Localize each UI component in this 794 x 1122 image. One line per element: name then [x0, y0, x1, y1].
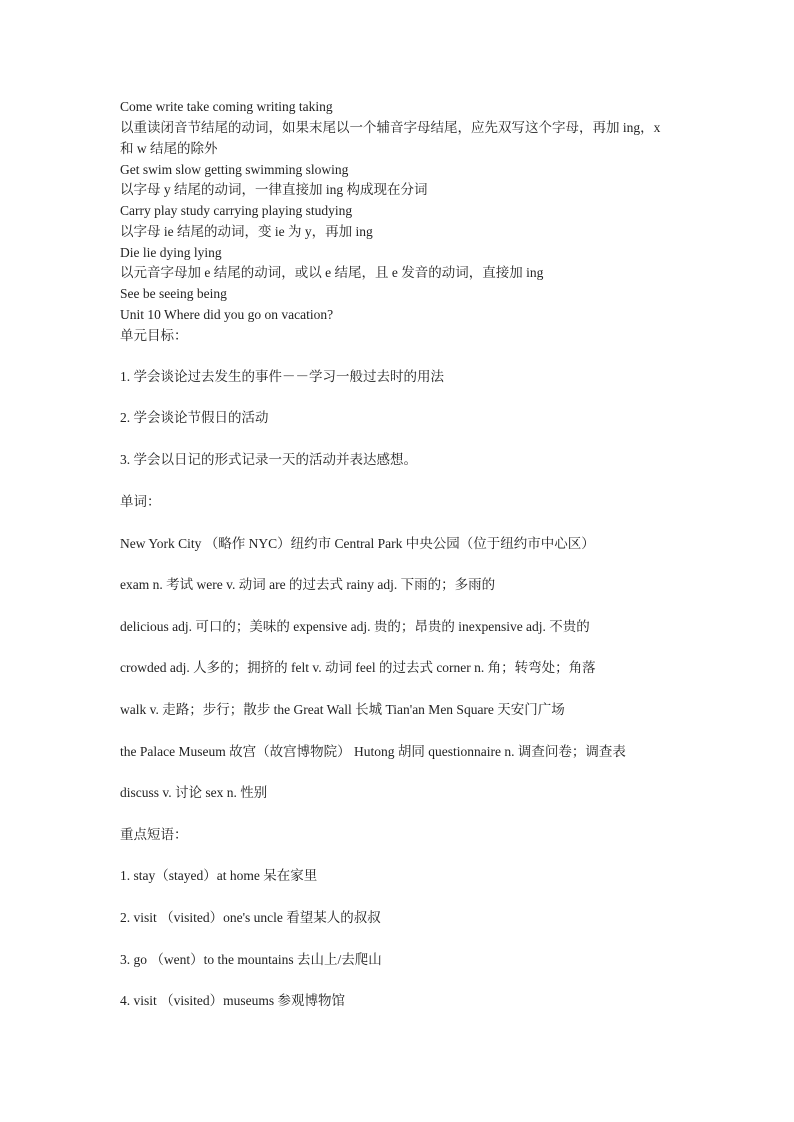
phrase-item-3: 3. go （went）to the mountains 去山上/去爬山 [120, 952, 382, 967]
verb-examples-double-consonant: Get swim slow getting swimming slowing [120, 162, 349, 177]
vocab-line-2: exam n. 考试 were v. 动词 are 的过去式 rainy adj. 下雨的；多雨的 [120, 577, 496, 592]
rule-y-ending: 以字母 y 结尾的动词，一律直接加 ing 构成现在分词 [120, 182, 428, 197]
rule-double-consonant: 以重读闭音节结尾的动词，如果末尾以一个辅音字母结尾，应先双写这个字母，再加 ing，x [120, 120, 661, 135]
goal-item-3: 3. 学会以日记的形式记录一天的活动并表达感想。 [120, 452, 417, 467]
vocab-line-3: delicious adj. 可口的；美味的 expensive adj. 贵的；昂贵的 inexpensive adj. 不贵的 [120, 619, 590, 634]
verb-examples-e-ending: Come write take coming writing taking [120, 99, 333, 114]
vocab-line-1: New York City （略作 NYC）纽约市 Central Park 中央公园（位于纽约市中心区） [120, 536, 595, 551]
rule-vowel-e-ending: 以元音字母加 e 结尾的动词，或以 e 结尾，且 e 发音的动词，直接加 ing [120, 265, 544, 280]
phrase-item-4: 4. visit （visited）museums 参观博物馆 [120, 993, 346, 1008]
vocab-line-6: the Palace Museum 故宫（故宫博物院） Hutong 胡同 questionnaire n. 调查问卷；调查表 [120, 744, 626, 759]
verb-examples-ie-ending: Die lie dying lying [120, 245, 222, 260]
goal-item-1: 1. 学会谈论过去发生的事件－－学习一般过去时的用法 [120, 369, 444, 384]
rule-ie-ending: 以字母 ie 结尾的动词，变 ie 为 y，再加 ing [120, 224, 373, 239]
key-phrases-heading: 重点短语： [120, 827, 188, 842]
vocab-line-7: discuss v. 讨论 sex n. 性别 [120, 785, 268, 800]
verb-examples-y-ending: Carry play study carrying playing studying [120, 203, 353, 218]
vocabulary-heading: 单词： [120, 494, 161, 509]
unit-goals-heading: 单元目标： [120, 328, 188, 343]
unit-title: Unit 10 Where did you go on vacation? [120, 307, 334, 322]
vocab-line-5: walk v. 走路；步行；散步 the Great Wall 长城 Tian'an Men Square 天安门广场 [120, 702, 565, 717]
goal-item-2: 2. 学会谈论节假日的活动 [120, 410, 269, 425]
verb-examples-vowel-e: See be seeing being [120, 286, 227, 301]
phrase-item-1: 1. stay（stayed）at home 呆在家里 [120, 868, 318, 883]
rule-double-consonant-cont: 和 w 结尾的除外 [120, 141, 218, 156]
phrase-item-2: 2. visit （visited）one's uncle 看望某人的叔叔 [120, 910, 381, 925]
vocab-line-4: crowded adj. 人多的；拥挤的 felt v. 动词 feel 的过去式 corner n. 角；转弯处；角落 [120, 660, 596, 675]
